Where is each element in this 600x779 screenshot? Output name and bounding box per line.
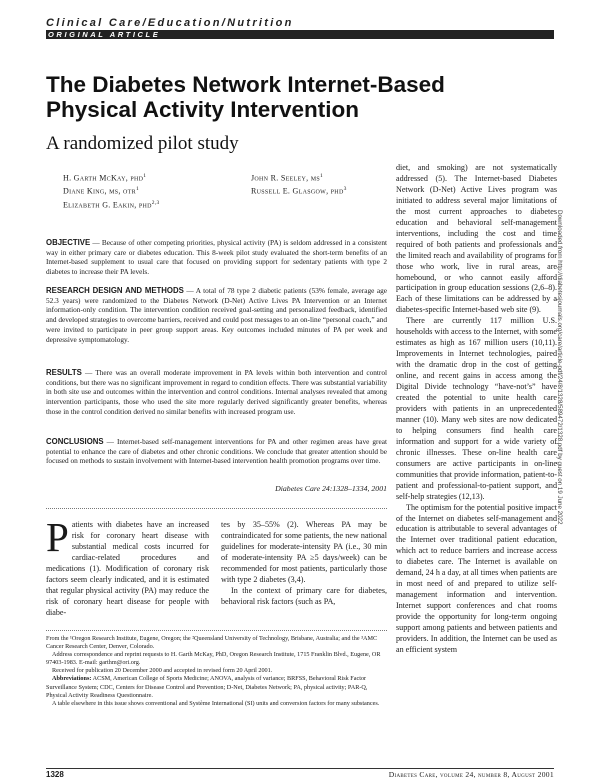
body-column-2 xyxy=(221,520,387,608)
article-title xyxy=(46,72,566,122)
page-number: 1328 xyxy=(46,770,64,779)
body-paragraph: tes by 35–55% (2). Whereas PA may be contraindicated for some patients, the new national guidelines for moderate-intensity PA (i.e., 30 min of moderate-intensity PA ≥5 days/week) can be recommended for most patients, particularly those with type 2 diabetes (3,4). xyxy=(221,520,387,584)
journal-footer: Diabetes Care, volume 24, number 8, August 2001 xyxy=(388,770,554,779)
authors-right xyxy=(251,171,347,198)
body-paragraph: diet, and smoking) are not systematically addressed (5). The Internet-based Diabetes Network (D-Net) Active Lives program was initiated to address several major limitations of the most current approaches to diabetes education and behavioral self-management interventions, including the cost and time required of both patients and professionals and the limited reach and availability of programs for those who work, live in rural areas, are homebound, or who cannot easily afford participation in group education sessions (2,6–8). Each of these limitations can be addressed by a diabetes-specific Internet-based web site (9). xyxy=(396,163,557,315)
author: John R. Seeley, $ms^1$ xyxy=(251,173,324,183)
body-column-3 xyxy=(396,163,557,656)
abstract-results: RESULTS — There was an overall moderate improvement in PA levels within both intervention and control conditions, but there was no significant improvement in regard to condition effects. There was substantial variability in both site use and outcomes within the intervention and control conditions. Internal analyses revealed that among intervention participants, those who used the site more regularly derived significantly greater benefits, whereas those in the control condition derived no similar benefits with increased program use. xyxy=(46,368,387,416)
journal-citation: Diabetes Care 24:1328–1334, 2001 xyxy=(275,484,387,493)
author: H. Garth McKay, phd$^1$ xyxy=(63,173,147,183)
author: Elizabeth G. Eakin, phd$^{2,3}$ xyxy=(63,199,160,210)
author: Russell E. Glasgow, phd$^3$ xyxy=(251,186,347,196)
body-paragraph: There are currently 117 million U.S. households with access to the Internet, with some estimates as high as 167 million users (10,11). Improvements in Internet technologies, paired with the dramatic drop in the cost of getting online, and recent gains in access among the Digital Divide technology “have-not’s” have created the potential to unite health care providers with patients in an unprecedented manner (10). Many web sites are now dedicated to helping consumers find health care information and support for a wide variety of chronic illnesses. These on-line health care consumers are active participants in on-line communities that provide information, patient-to-patient and professional-to-patient support, and self-help strategies (12,13). xyxy=(396,316,557,501)
section-heading: Clinical Care/Education/Nutrition xyxy=(46,17,294,29)
dotted-divider xyxy=(46,508,387,509)
body-paragraph: The optimism for the potential positive impact of the Internet on diabetes self-management and education is attributable to several advantages of the Internet over traditional patient education, which act to reduce barriers and increase access to diabetes care. The Internet is available on demand, 24 h a day, at all times when patients are in most need of and prepared to utilize self-management information and intervention. Internet support conferences and chat rooms provide the opportunity for long-term ongoing support among patients and between patients and providers. In addition, the Internet can be used as an efficient system xyxy=(396,502,557,654)
body-paragraph: In the context of primary care for diabetes, behavioral risk factors (such as PA, xyxy=(221,585,387,606)
footnote-table-note: A table elsewhere in this issue shows conventional and Système International (SI) units and conversion factors for many substances. xyxy=(52,699,380,707)
abstract-conclusions: CONCLUSIONS — Internet-based self-management interventions for PA and other regimen areas have great potential to enhance the care of diabetes and other chronic conditions. We conclude that greater attention should be focused on methods to sustain involvement with Internet-based intervention health promotion programs over time. xyxy=(46,437,387,466)
title-line-1: The Diabetes Network Internet-Based xyxy=(46,72,445,97)
download-watermark: Downloaded from http://diabetesjournals.org/care/article-pdf/24/8/1328/589472/1328.pdf by guest on 19 June 2022 xyxy=(556,210,563,525)
footnote-correspondence: Address correspondence and reprint requests to H. Garth McKay, PhD, Oregon Research Institute, 1715 Franklin Blvd., Eugene, OR 97403-1983. E-mail: garthm@ori.org. xyxy=(46,651,381,667)
article-subtitle: A randomized pilot study xyxy=(46,133,239,154)
author: Diane King, ms, otr$^1$ xyxy=(63,186,139,196)
drop-cap: P xyxy=(46,514,69,560)
footnote-affiliations: From the ¹Oregon Research Institute, Eugene, Oregon; the ²Queensland University of Technology, Brisbane, Australia; and the ³AMC Cancer Research Center, Denver, Colorado. xyxy=(46,635,378,651)
footnote-divider xyxy=(46,630,387,631)
body-column-1: Patients with diabetes have an increased risk for coronary heart disease with substantial medical costs incurred for cardiac-related procedures and medications (1). Modification of coronary risk factors seem clearly indicated, and it is estimated that regular physical activity (PA) may reduce the risk of coronary heart disease for people with diabe- xyxy=(46,514,209,617)
authors-left xyxy=(63,171,160,211)
footer-rule xyxy=(46,768,554,769)
footnotes xyxy=(46,635,387,708)
article-type-label: ORIGINAL ARTICLE xyxy=(48,30,161,39)
abstract-design: RESEARCH DESIGN AND METHODS — A total of 78 type 2 diabetic patients (53% female, average age 52.3 years) were randomized to the Diabetes Network (D-Net) Active Lives PA Intervention or an Internet information-only condition. The intervention condition received goal-setting and personalized feedback, identified and developed strategies to overcome barriers, received and could post messages to an on-line “personal coach,” and were invited to participate in peer group support areas. Key outcomes included minutes of PA per week and depressive symptomatology. xyxy=(46,286,388,344)
article-type-banner xyxy=(46,30,554,39)
title-line-2: Physical Activity Intervention xyxy=(46,97,360,122)
footnote-abbreviations: Abbreviations: ACSM, American College of Sports Medicine; ANOVA, analysis of variance; BRFSS, Behavioral Risk Factor Surveillance System; CDC, Centers for Disease Control and Prevention; D-Net, Diabetes Network; PA, physical activity; PAR-Q, Physical Activity Readiness Questionnaire. xyxy=(46,675,368,699)
abstract-objective: OBJECTIVE — Because of other competing priorities, physical activity (PA) is seldom addressed in a consistent way in either primary care or diabetes education. This 8-week pilot study evaluated the short-term benefits of an Internet-based supplement to usual care that focused on providing support for sedentary patients with type 2 diabetes to increase their PA levels. xyxy=(46,238,387,277)
footnote-received: Received for publication 20 December 2000 and accepted in revised form 20 April 2001. xyxy=(52,667,273,675)
